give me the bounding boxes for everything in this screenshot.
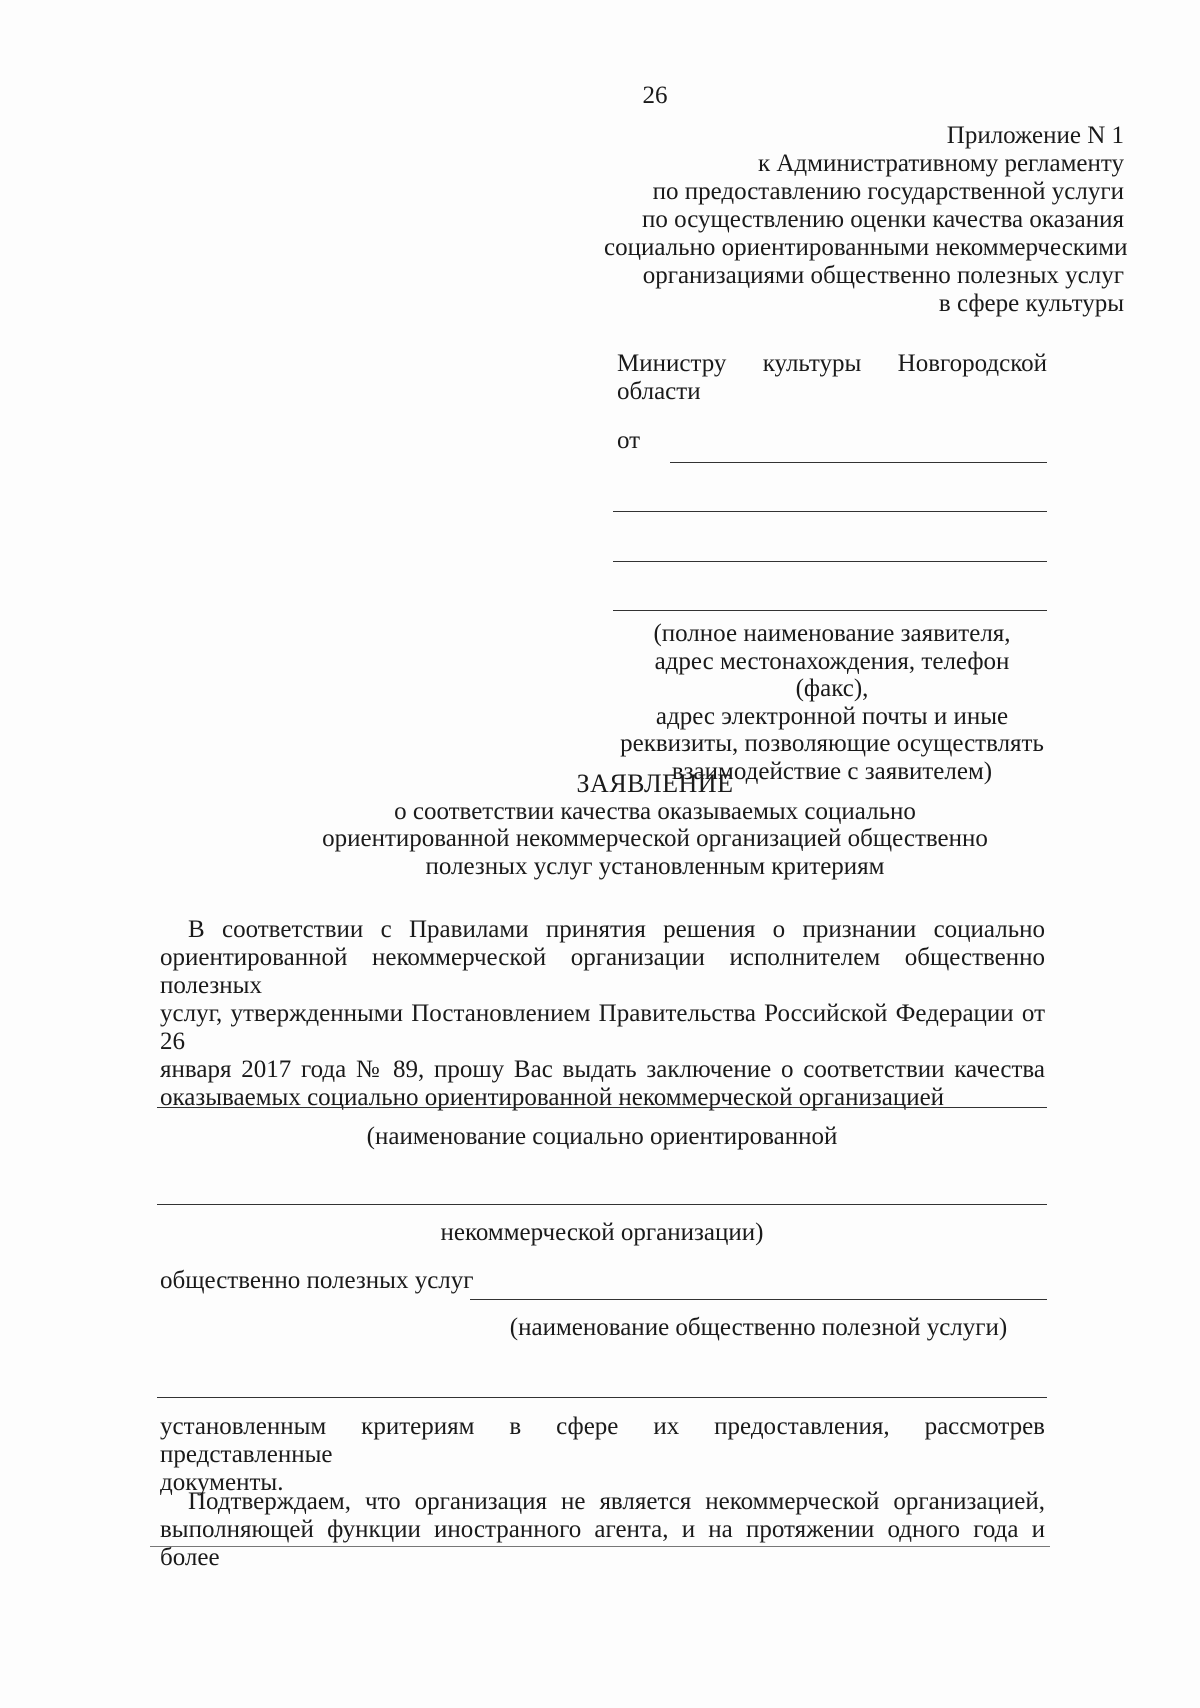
addressee-word: культуры <box>762 350 862 377</box>
caption-line: адрес местонахождения, телефон (факс), <box>654 647 1010 702</box>
caption-line: взаимодействие с заявителем) <box>671 757 993 785</box>
paragraph-criteria <box>160 1413 1045 1497</box>
from-label: от <box>617 427 641 454</box>
service-name-fill-line[interactable] <box>470 1299 1047 1300</box>
appendix-line: в сфере культуры <box>938 290 1124 317</box>
caption-line: адрес электронной почты и иные <box>655 702 1009 730</box>
paragraph-line: В соответствии с Правилами принятия решения о признании социально <box>188 916 1045 943</box>
caption-line: (полное наименование заявителя, <box>653 620 1011 647</box>
statement-subtitle-line: ориентированной некоммерческой организацией общественно <box>322 825 988 852</box>
appendix-line: Приложение N 1 <box>946 122 1124 149</box>
applicant-caption <box>617 620 1047 785</box>
addressee-word: Министру <box>617 350 727 377</box>
addressee-line-2: области <box>617 378 701 405</box>
addressee-word: Новгородской <box>897 350 1047 377</box>
applicant-fill-line[interactable] <box>613 511 1047 512</box>
caption-line: реквизиты, позволяющие осуществлять <box>620 730 1044 757</box>
paragraph-confirmation <box>160 1488 1045 1572</box>
statement-heading: ЗАЯВЛЕНИЕ <box>576 769 734 798</box>
appendix-header <box>604 122 1128 318</box>
org-name-fill-line-2[interactable] <box>157 1204 1047 1205</box>
caption-service: (наименование общественно полезной услуги) <box>509 1314 1008 1341</box>
paragraph-line: документы. <box>160 1469 284 1496</box>
paragraph-line: выполняющей функции иностранного агента, и на протяжении одного года и более <box>160 1516 1045 1571</box>
caption-org-1: (наименование социально ориентированной <box>366 1123 838 1150</box>
statement-title <box>150 770 1160 880</box>
statement-subtitle-line: о соответствии качества оказываемых социально <box>394 797 916 825</box>
appendix-line: социально ориентированными некоммерческими <box>604 234 1128 261</box>
paragraph-line: января 2017 года № 89, прошу Вас выдать заключение о соответствии качества <box>160 1056 1045 1083</box>
paragraph-request <box>160 916 1045 1112</box>
services-label: общественно полезных услуг <box>160 1267 474 1294</box>
applicant-fill-line[interactable] <box>670 462 1047 463</box>
paragraph-line: оказываемых социально ориентированной некоммерческой организацией <box>160 1084 945 1111</box>
paragraph-line: установленным критериям в сфере их предоставления, рассмотрев представленные <box>160 1413 1045 1468</box>
paragraph-line: ориентированной некоммерческой организации исполнителем общественно полезных <box>160 944 1045 999</box>
page-bottom-rule <box>150 1546 1050 1547</box>
caption-org-2: некоммерческой организации) <box>440 1219 764 1246</box>
service-fill-line-2[interactable] <box>157 1397 1047 1398</box>
appendix-line: по осуществлению оценки качества оказания <box>642 206 1124 233</box>
statement-subtitle-line: полезных услуг установленным критериям <box>425 852 885 880</box>
appendix-line: к Административному регламенту <box>757 150 1124 177</box>
applicant-fill-line[interactable] <box>613 610 1047 611</box>
paragraph-line: услуг, утвержденными Постановлением Правительства Российской Федерации от 26 <box>160 1000 1045 1055</box>
page-number: 26 <box>642 82 668 109</box>
paragraph-line: Подтверждаем, что организация не является некоммерческой организацией, <box>188 1488 1045 1515</box>
addressee-block <box>617 350 1047 406</box>
appendix-line: по предоставлению государственной услуги <box>652 178 1124 205</box>
org-name-fill-line[interactable] <box>157 1107 1047 1108</box>
applicant-fill-line[interactable] <box>613 561 1047 562</box>
appendix-line: организациями общественно полезных услуг <box>642 262 1124 289</box>
